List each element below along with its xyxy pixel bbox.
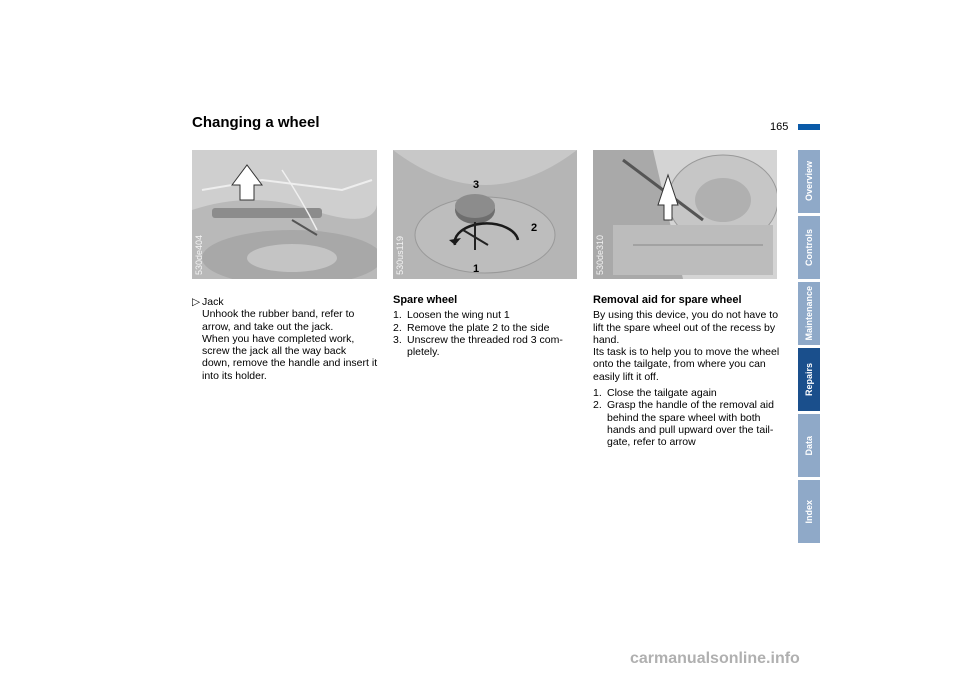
- tab-maintenance[interactable]: Maintenance: [798, 282, 820, 345]
- text-line: into its holder.: [202, 369, 267, 382]
- tab-overview[interactable]: Overview: [798, 150, 820, 213]
- section-heading: Spare wheel: [393, 294, 458, 306]
- page-number: 165: [770, 121, 789, 133]
- spare-wheel-removal-aid-photo: [593, 150, 777, 279]
- step-item: 3. Unscrew the threaded rod 3 com- pletely.: [393, 333, 563, 359]
- tab-data[interactable]: Data: [798, 414, 820, 477]
- paragraph: By using this device, you do not have to lift the spare wheel out of the recess by hand. Its task is to help you to move the wheel onto the tailgate, from where you can easily lift it off.: [593, 309, 780, 383]
- step-item: 2. Remove the plate 2 to the side: [393, 321, 550, 334]
- spare-wheel-wing-nut-photo: [393, 150, 577, 279]
- spare-wheel-section: [393, 294, 583, 358]
- jack-instructions: [192, 296, 382, 382]
- section-heading: Removal aid for spare wheel: [593, 294, 742, 306]
- page-title: Changing a wheel: [192, 114, 320, 131]
- callout-1: 1: [473, 263, 480, 275]
- watermark: carmanualsonline.info: [630, 650, 800, 667]
- bullet-marker: ▷: [192, 296, 201, 308]
- removal-aid-section: [593, 294, 788, 449]
- tab-controls[interactable]: Controls: [798, 216, 820, 279]
- text-line: screw the jack all the way back: [202, 345, 347, 358]
- jack-in-trunk-photo: [192, 150, 377, 279]
- step-item: 2. Grasp the handle of the removal aid behind the spare wheel with both hands and pull upward over the tail- gate, refer to arrow: [593, 399, 774, 449]
- text-line: When you have completed work,: [202, 332, 355, 345]
- callout-3: 3: [473, 179, 480, 191]
- callout-2: 2: [531, 222, 538, 234]
- step-item: 1. Close the tailgate again: [593, 387, 717, 400]
- figure-code: 530de404: [194, 234, 204, 275]
- figure-code: 530us119: [395, 236, 405, 275]
- tab-repairs[interactable]: Repairs: [798, 348, 820, 411]
- text-line: Unhook the rubber band, refer to: [202, 308, 355, 321]
- text-line: Jack: [202, 296, 224, 308]
- figure-code: 530de310: [595, 234, 605, 275]
- text-line: arrow, and take out the jack.: [202, 320, 334, 333]
- step-item: 1. Loosen the wing nut 1: [393, 309, 510, 322]
- text-line: down, remove the handle and insert it: [202, 357, 378, 370]
- tab-index[interactable]: Index: [798, 480, 820, 543]
- page-number-bar: [798, 124, 820, 130]
